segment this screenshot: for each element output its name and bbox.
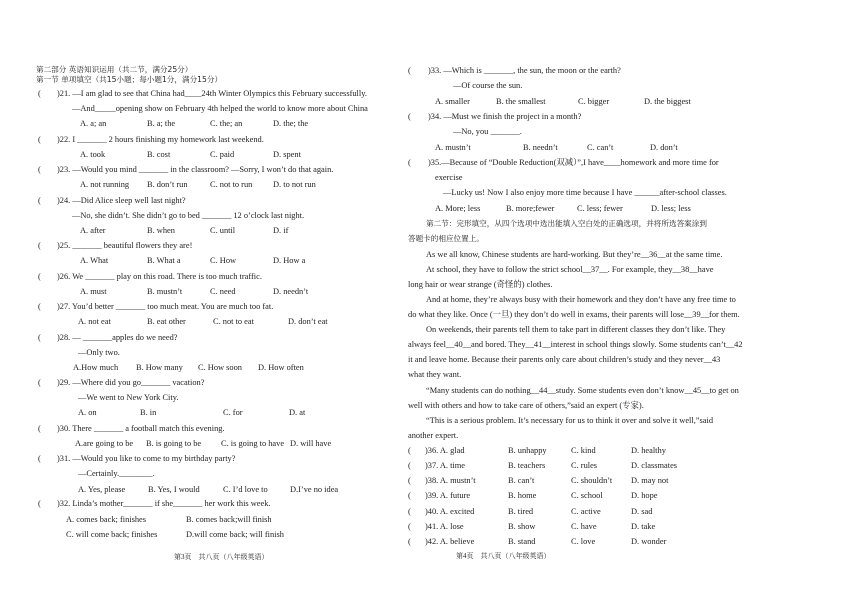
answer-blank: (: [408, 112, 411, 121]
question-stem: )27. You’d better _______ too much meat. You are much too fat.: [57, 302, 274, 311]
option-d: D. hope: [631, 491, 658, 500]
cloze-line: As we all know, Chinese students are hard-working. But they’re__36__at the same time.: [426, 250, 723, 259]
option-b: B. unhappy: [508, 446, 547, 455]
option-c: C. will come back; finishes: [66, 530, 158, 539]
option-d: D.will come back; will finish: [186, 530, 284, 539]
option-c: C. active: [571, 507, 601, 516]
answer-blank: (: [38, 241, 41, 250]
option-c: C. How soon: [198, 363, 242, 372]
option-c: C. need: [210, 287, 236, 296]
section-heading: 第二部分 英语知识运用（共二节，满分25分）: [36, 65, 193, 74]
option-d: D. spent: [273, 150, 301, 159]
answer-blank: (: [38, 272, 41, 281]
question-stem: )21. —I am glad to see that China had____24th Winter Olympics this February successfully.: [57, 89, 367, 98]
option-a: A. took: [80, 150, 106, 159]
cloze-line: it and leave home. Because their parents only care about children’s study and they never__43: [408, 355, 721, 364]
cloze-line: what they want.: [408, 370, 462, 379]
question-stem: )33. —Which is _______, the sun, the moon or the earth?: [428, 66, 621, 75]
question-stem: )23. —Would you mind _______ in the classroom? —Sorry, I won’t do that again.: [57, 165, 334, 174]
option-a: )39. A. future: [425, 491, 471, 500]
option-c: C. I’d love to: [223, 485, 268, 494]
option-d: D. don’t: [650, 143, 678, 152]
option-b: B. What a: [147, 256, 181, 265]
answer-blank: (: [408, 522, 411, 531]
cloze-line: “This is a serious problem. It’s necessary for us to think it over and solve it well,”said: [426, 416, 714, 425]
cloze-line: another expert.: [408, 431, 459, 440]
option-b: B. stand: [508, 537, 536, 546]
question-stem: )30. There _______ a football match this evening.: [57, 424, 225, 433]
option-b: B. cost: [147, 150, 171, 159]
option-c: C. rules: [571, 461, 598, 470]
cloze-line: At school, they have to follow the strict school__37__. For example, they__38__have: [426, 265, 714, 274]
question-stem: )22. I _______ 2 hours finishing my homework last weekend.: [57, 135, 264, 144]
option-d: D. at: [289, 408, 306, 417]
question-stem: )24. —Did Alice sleep well last night?: [57, 196, 186, 205]
option-a: )38. A. mustn’t: [425, 476, 476, 485]
answer-blank: (: [38, 135, 41, 144]
option-b: B. needn’t: [523, 143, 558, 152]
option-a: )41. A. lose: [425, 522, 464, 531]
answer-blank: (: [38, 333, 41, 342]
option-c: C. bigger: [578, 97, 610, 106]
option-a: A. after: [80, 226, 106, 235]
option-d: D. may not: [631, 476, 669, 485]
option-c: C. not to run: [210, 180, 253, 189]
option-a: A. must: [80, 287, 107, 296]
cloze-line: always feel__40__and bored. They__41__interest in school things slowly. Some students can’t__42: [408, 340, 743, 349]
question-stem: )29. —Where did you go_______ vacation?: [57, 378, 205, 387]
question-stem: )34. —Must we finish the project in a month?: [428, 112, 582, 121]
answer-blank: (: [38, 165, 41, 174]
answer-blank: (: [408, 66, 411, 75]
option-d: D. take: [631, 522, 656, 531]
option-c: C. the; an: [210, 119, 243, 128]
option-b: B. can’t: [508, 476, 535, 485]
answer-blank: (: [408, 537, 411, 546]
answer-blank: (: [38, 424, 41, 433]
option-a: )36. A. glad: [425, 446, 465, 455]
option-d: D. will have: [290, 439, 332, 448]
option-b: B. in: [140, 408, 157, 417]
page-footer: 第3页 共八页（八年级英语）: [174, 553, 269, 561]
option-b: B. tired: [508, 507, 534, 516]
option-c: C. love: [571, 537, 596, 546]
option-b: B. a; the: [147, 119, 176, 128]
option-b: B. when: [147, 226, 175, 235]
page-footer: 第4页 共八页（八年级英语）: [456, 552, 551, 560]
option-b: B. comes back;will finish: [186, 515, 272, 524]
question-stem: )31. —Would you like to come to my birthday party?: [57, 454, 236, 463]
question-stem: )25. _______ beautiful flowers they are!: [57, 241, 193, 250]
cloze-line: do what they like. Once (一旦) they don’t do well in exams, their parents will lose__39__for them.: [408, 310, 740, 319]
option-c: C. paid: [210, 150, 235, 159]
option-c: C. less; fewer: [577, 204, 623, 213]
option-d: D. sad: [631, 507, 653, 516]
option-a: A. smaller: [435, 97, 470, 106]
option-b: B. home: [508, 491, 537, 500]
cloze-line: On weekends, their parents tell them to take part in different classes they don’t like. They: [426, 325, 726, 334]
option-a: A. a; an: [80, 119, 107, 128]
option-c: C. for: [223, 408, 243, 417]
question-line: —And_____opening show on February 4th helped the world to know more about China: [72, 104, 368, 113]
option-c: C. not to eat: [213, 317, 254, 326]
subsection-heading: 第一节 单项填空（共15小题；每小题1分，满分15分）: [36, 75, 223, 84]
option-b: B. the smallest: [496, 97, 546, 106]
cloze-line: “Many students can do nothing__44__study. Some students even don’t know__45__to get on: [426, 386, 739, 395]
option-a: A. not eat: [78, 317, 111, 326]
option-a: A. More; less: [435, 204, 481, 213]
question-stem: )26. We _______ play on this road. There is too much traffic.: [57, 272, 262, 281]
option-d: D. don’t eat: [288, 317, 328, 326]
option-a: A. comes back; finishes: [66, 515, 147, 524]
option-d: D. to not run: [273, 180, 316, 189]
option-c: C. have: [571, 522, 597, 531]
question-line: —Lucky us! Now I also enjoy more time because I have ______after-school classes.: [443, 188, 727, 197]
option-d: D. wonder: [631, 537, 667, 546]
option-d: D. How often: [258, 363, 304, 372]
option-a: A. mustn’t: [435, 143, 471, 152]
option-c: C. How: [210, 256, 237, 265]
question-line: exercise: [435, 173, 463, 182]
answer-blank: (: [38, 378, 41, 387]
cloze-heading-cont: 答题卡的相应位置上。: [408, 234, 484, 243]
option-d: D.I’ve no idea: [290, 485, 339, 494]
option-a: )42. A. believe: [425, 537, 475, 546]
option-a: A. not running: [80, 180, 130, 189]
option-a: )37. A. time: [425, 461, 466, 470]
option-a: A.How much: [73, 363, 119, 372]
option-d: D. healthy: [631, 446, 666, 455]
option-d: D. if: [273, 226, 289, 235]
question-line: —We went to New York City.: [78, 393, 179, 402]
question-stem: )28. — _______apples do we need?: [57, 333, 178, 342]
option-a: A.are going to be: [75, 439, 134, 448]
option-b: B. Yes, I would: [148, 485, 200, 494]
question-line: —No, she didn’t. She didn’t go to bed _______ 12 o’clock last night.: [72, 211, 305, 220]
option-a: A. on: [78, 408, 97, 417]
question-line: —No, you _______.: [453, 127, 522, 136]
option-c: C. can’t: [587, 143, 614, 152]
option-b: B. How many: [136, 363, 183, 372]
answer-blank: (: [408, 476, 411, 485]
cloze-line: And at home, they’re always busy with their homework and they don’t have any free time to: [426, 295, 736, 304]
answer-blank: (: [408, 507, 411, 516]
option-b: B. mustn’t: [147, 287, 183, 296]
answer-blank: (: [408, 158, 411, 167]
option-c: C. until: [210, 226, 236, 235]
option-d: D. the biggest: [644, 97, 691, 106]
option-a: A. Yes, please: [78, 485, 126, 494]
answer-blank: (: [38, 196, 41, 205]
question-line: —Only two.: [78, 348, 120, 357]
option-c: C. is going to have: [221, 439, 285, 448]
option-a: )40. A. excited: [425, 507, 475, 516]
option-b: B. teachers: [508, 461, 546, 470]
question-stem: )32. Linda’s mother_______ if she_______ her work this week.: [57, 499, 271, 508]
option-d: D. less; less: [651, 204, 691, 213]
cloze-heading: 第二节：完形填空，从四个选项中选出能填入空白处的正确选项，并将所选答案涂到: [426, 219, 707, 228]
option-b: B. is going to be: [146, 439, 202, 448]
option-d: D. How a: [273, 256, 306, 265]
option-b: B. don’t run: [147, 180, 188, 189]
question-line: —Of course the sun.: [453, 81, 523, 90]
option-b: B. show: [508, 522, 536, 531]
answer-blank: (: [408, 461, 411, 470]
option-d: D. the; the: [273, 119, 309, 128]
option-d: D. classmates: [631, 461, 678, 470]
answer-blank: (: [38, 499, 41, 508]
option-c: C. school: [571, 491, 603, 500]
question-stem: )35.—Because of “Double Reduction(双减）”,I have____homework and more time for: [428, 158, 719, 167]
option-d: D. needn’t: [273, 287, 309, 296]
answer-blank: (: [38, 302, 41, 311]
option-c: C. kind: [571, 446, 596, 455]
answer-blank: (: [38, 454, 41, 463]
cloze-line: long hair or wear strange (奇怪的) clothes.: [408, 280, 553, 289]
option-b: B. more;fewer: [506, 204, 555, 213]
answer-blank: (: [38, 89, 41, 98]
answer-blank: (: [408, 446, 411, 455]
question-line: —Certainly.________.: [78, 469, 155, 478]
option-b: B. eat other: [147, 317, 186, 326]
option-c: C. shouldn’t: [571, 476, 613, 485]
cloze-line: well with others and how to take care of others,”said an expert (专家).: [408, 401, 644, 410]
option-a: A. What: [80, 256, 109, 265]
answer-blank: (: [408, 491, 411, 500]
